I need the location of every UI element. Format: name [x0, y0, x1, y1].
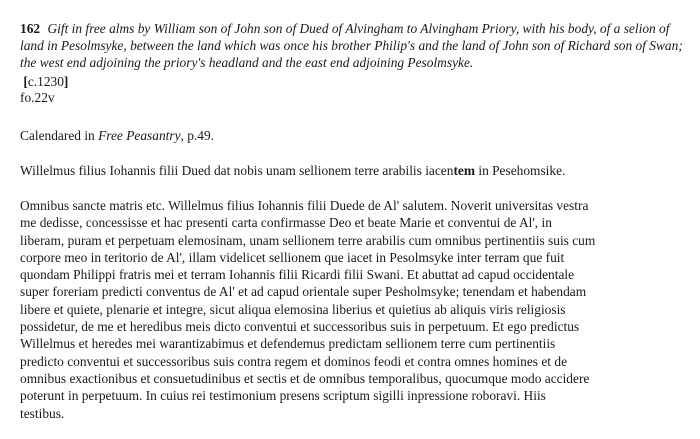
charter-text: [20, 197, 692, 422]
entry-heading: [20, 20, 692, 71]
calendared-note: Calendared in Free Peasantry, p.49.: [20, 128, 215, 143]
heading-line: the west end adjoining the priory's headland and the east end adjoining Pesolmsyke.: [20, 55, 474, 70]
latin-summary: Willelmus filius Iohannis filii Dued dat nobis unam sellionem terre arabilis iacentem in Pesehomsike.: [20, 163, 566, 178]
charter-line: super foreriam predicti conventus de Al' et ad capud orientale super Pesholmsyke; tenendam et habendam: [20, 284, 587, 300]
charter-line: corpore meo in teritorio de Al', illam videlicet sellionem que iacet in Pesolmsyke inter terram que fuit: [20, 249, 565, 265]
source-title: Free Peasantry: [98, 128, 181, 143]
heading-line: 162 Gift in free alms by William son of John son of Dued of Alvingham to Alvingham Priory, with his body, of a selion of: [20, 21, 670, 36]
date-value: c.1230: [27, 74, 64, 89]
entry-number: 162: [20, 21, 41, 36]
charter-line: libere et quiete, plenarie et integre, sicut aliqua elemosina liberius et quietius ab aliquis viris religiosis: [20, 301, 566, 317]
charter-line: Omnibus sancte matris etc. Willelmus filius Iohannis filii Duede de Al' salutem. Noverit universitas vestra: [20, 198, 589, 213]
charter-line: possidetur, de me et heredibus meis dicto conventui et successoribus suis in perpetuum. Et ego predictus: [20, 319, 580, 335]
charter-line: Willelmus et heredes mei warantizabimus et defendemus predictam sellionem terre cum pertinentiis: [20, 336, 556, 352]
charter-line: quondam Philippi fratris mei et terram Iohannis filii Ricardi filii Swani. Et abuttat ad capud occidentale: [20, 267, 575, 283]
charter-line: liberam, puram et perpetuam elemosinam, unam sellionem terre arabilis cum omnibus pertinentiis suis cum: [20, 232, 596, 248]
charter-line: me dedisse, concessisse et hac presenti carta confirmasse Deo et beate Marie et conventui de Al', in: [20, 215, 552, 231]
entry-date: [c.1230]: [23, 74, 69, 89]
charter-line: poterunt in perpetuum. In cuius rei testimonium presens scriptum sigilli inpressione roboravi. Hiis: [20, 388, 546, 404]
charter-line: omnibus exactionibus et consuetudinibus et sectis et de omnibus temporalibus, quocumque modo accidere: [20, 370, 590, 386]
charter-line: predicto conventui et successoribus suis contra regem et dominos feodi et contra omnes homines et de: [20, 353, 568, 369]
heading-line: land in Pesolmsyke, between the land which was once his brother Philip's and the land of John son of Richard son of Swan;: [20, 38, 683, 53]
charter-line: testibus.: [20, 405, 65, 421]
folio-reference: fo.22v: [20, 90, 55, 105]
